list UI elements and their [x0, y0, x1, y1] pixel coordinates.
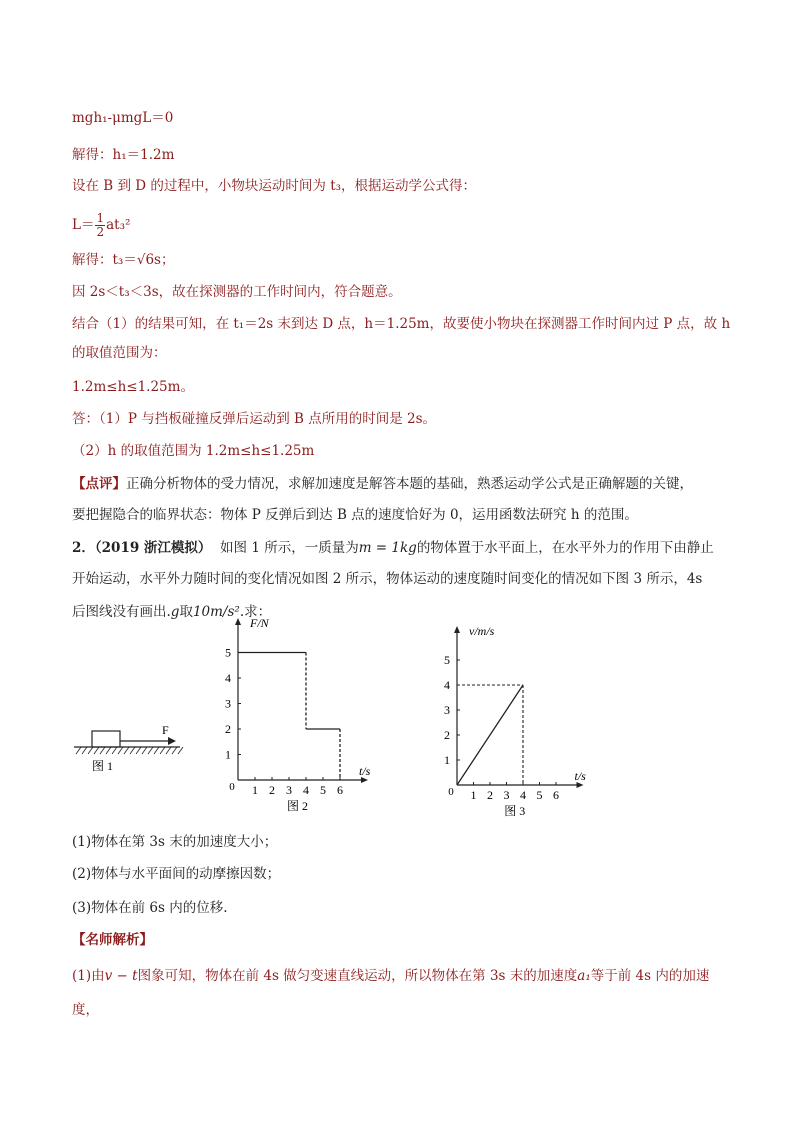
y-tick-label: 2	[444, 728, 450, 742]
x-tick-label: 2	[269, 783, 275, 797]
x-tick-label: 4	[520, 788, 526, 802]
comment-line-1: 【点评】正确分析物体的受力情况，求解加速度是解答本题的基础，熟悉运动学公式是正确解题的关键，	[72, 476, 693, 492]
block	[92, 731, 120, 747]
hatch-stroke	[88, 747, 93, 754]
figure-1	[70, 718, 190, 778]
analysis-tag: 【名师解析】	[72, 932, 153, 948]
equation-line-2: L＝ $\frac{1}{2}$ at₃²	[72, 211, 131, 239]
y-tick-label: 2	[225, 722, 231, 736]
chart-force-time	[212, 616, 371, 825]
hatch-stroke	[172, 747, 177, 754]
y-tick-label: 1	[444, 753, 450, 767]
hatch-stroke	[178, 747, 183, 754]
hatch-stroke	[106, 747, 111, 754]
hatch-stroke	[148, 747, 153, 754]
range-line: 1.2m≤h≤1.25m。	[72, 379, 194, 395]
x-tick-label: 2	[487, 788, 493, 802]
comment-tag: 【点评】	[72, 476, 126, 492]
problem2-line-1: 2．（2019 浙江模拟） 如图 1 所示，一质量为m = 1kg的物体置于水平面上，在水平外力的作用下由静止	[72, 540, 714, 556]
chart-caption: 图 2	[286, 799, 309, 813]
x-tick-label: 6	[337, 783, 343, 797]
ground-hatch	[76, 747, 183, 754]
answer-line-1: 答：（1）P 与挡板碰撞反弹后运动到 B 点所用的时间是 2s。	[72, 411, 437, 427]
hatch-stroke	[112, 747, 117, 754]
x-tick-label: 3	[286, 783, 292, 797]
velocity-line	[457, 685, 523, 785]
y-tick-label: 5	[225, 645, 231, 660]
origin-label: 0	[229, 781, 235, 793]
question-3: (3)物体在前 6s 内的位移.	[72, 900, 228, 916]
x-axis-label: t/s	[574, 769, 586, 783]
setup-line: 设在 B 到 D 的过程中，小物块运动时间为 t₃，根据运动学公式得：	[72, 178, 477, 194]
x-tick-label: 1	[470, 788, 477, 802]
problem2-line-2: 开始运动，水平外力随时间的变化情况如图 2 所示，物体运动的速度随时间变化的情况如下图 3 所示，4s	[72, 571, 703, 587]
combine-line-1: 结合（1）的结果可知，在 t₁＝2s 末到达 D 点，h＝1.25m，故要使小物块在探测器工作时间内过 P 点，故 h	[72, 316, 731, 332]
x-tick-label: 5	[320, 783, 326, 797]
x-tick-label: 6	[553, 788, 559, 802]
fraction-half: $\frac{1}{2}$	[96, 211, 105, 239]
chart-caption: 图 3	[504, 804, 526, 818]
hatch-stroke	[160, 747, 165, 754]
y-tick-label: 5	[444, 653, 450, 667]
hatch-stroke	[136, 747, 141, 754]
problem2-line-3: 后图线没有画出.g取10m/s².求：	[72, 604, 272, 620]
hatch-stroke	[94, 747, 99, 754]
result-line-2: 解得：t₃＝√6s；	[72, 252, 175, 268]
condition-line: 因 2s＜t₃＜3s，故在探测器的工作时间内，符合题意。	[72, 284, 402, 300]
hatch-stroke	[118, 747, 123, 754]
y-axis-label: v/m/s	[469, 624, 495, 638]
x-tick-label: 1	[252, 783, 258, 797]
origin-label: 0	[448, 786, 454, 798]
question-2: (2)物体与水平面间的动摩擦因数；	[72, 866, 281, 882]
result-line-1: 解得：h₁＝1.2m	[72, 147, 175, 163]
hatch-stroke	[124, 747, 129, 754]
analysis-line-1: (1)由v − t图象可知，物体在前 4s 做匀变速直线运动，所以物体在第 3s 末的加速度a₁等于前 4s 内的加速	[72, 968, 710, 984]
hatch-stroke	[76, 747, 81, 754]
mass-expression: m = 1kg	[358, 540, 417, 556]
hatch-stroke	[166, 747, 171, 754]
force-label: F	[162, 723, 169, 737]
equation-line-1: mgh₁-μmgL＝0	[72, 110, 174, 126]
y-axis-arrow	[454, 626, 460, 633]
y-tick-label: 1	[225, 747, 231, 762]
chart-velocity-time	[432, 624, 592, 825]
x-axis-label: t/s	[359, 764, 371, 778]
figure-1-caption: 图 1	[92, 759, 114, 773]
hatch-stroke	[130, 747, 135, 754]
hatch-stroke	[100, 747, 105, 754]
comment-line-2: 要把握隐合的临界状态：物体 P 反弹后到达 B 点的速度恰好为 0，运用函数法研究 h 的范围。	[72, 507, 638, 523]
hatch-stroke	[142, 747, 147, 754]
combine-line-2: 的取值范围为：	[72, 345, 167, 361]
y-tick-label: 3	[225, 696, 231, 711]
x-tick-label: 5	[536, 788, 543, 802]
x-tick-label: 3	[503, 788, 510, 802]
hatch-stroke	[154, 747, 159, 754]
question-1: (1)物体在第 3s 末的加速度大小；	[72, 834, 278, 850]
analysis-line-2: 度，	[72, 1002, 99, 1018]
x-tick-label: 4	[303, 783, 309, 797]
force-arrowhead	[168, 737, 176, 745]
y-tick-label: 4	[444, 678, 450, 692]
y-axis-label: F/N	[250, 616, 269, 630]
y-tick-label: 3	[444, 703, 450, 717]
answer-line-2: （2）h 的取值范围为 1.2m≤h≤1.25m	[72, 443, 315, 459]
hatch-stroke	[82, 747, 87, 754]
y-tick-label: 4	[225, 671, 231, 685]
